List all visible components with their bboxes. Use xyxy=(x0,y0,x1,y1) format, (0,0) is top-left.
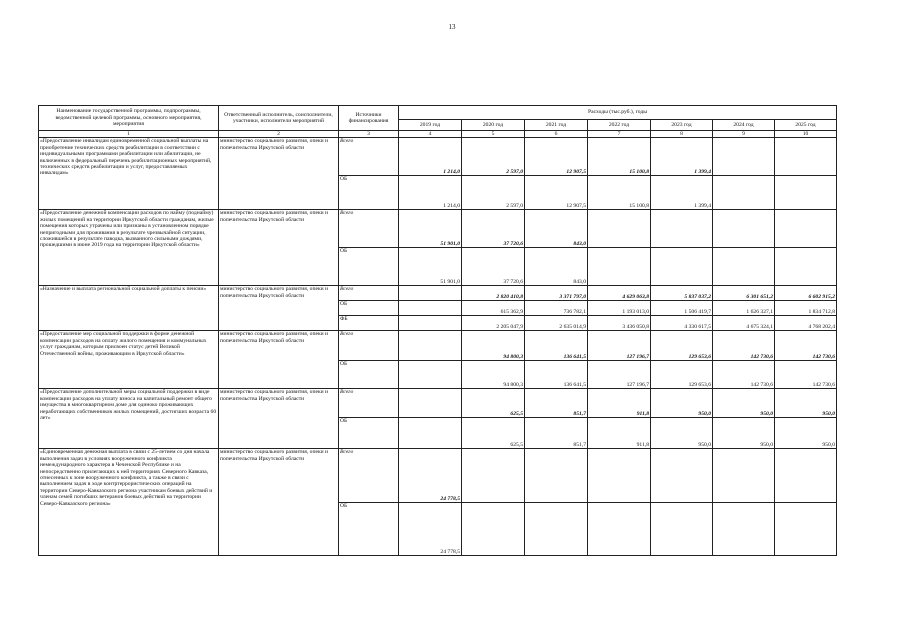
measure-name: «Назначение и выплата региональной социальной доплаты к пенсии» xyxy=(39,286,219,331)
amount-cell: 911,8 xyxy=(588,389,651,418)
source-label: Всего xyxy=(339,331,399,361)
column-number: 8 xyxy=(651,131,713,138)
amount-cell xyxy=(713,176,775,210)
amount-cell xyxy=(462,449,525,503)
amount-cell: 950,0 xyxy=(713,418,775,449)
amount-cell: 142 730,6 xyxy=(775,361,837,389)
source-label: ОБ xyxy=(339,301,399,316)
amount-cell: 37 720,6 xyxy=(462,248,525,286)
amount-cell: 911,8 xyxy=(588,418,651,449)
amount-cell: 2 205 047,9 xyxy=(462,316,525,331)
amount-cell xyxy=(713,210,775,248)
amount-cell: 615 362,9 xyxy=(462,301,525,316)
page-number: 13 xyxy=(448,23,456,31)
amount-cell: 127 196,7 xyxy=(588,331,651,361)
amount-cell: 136 641,5 xyxy=(525,361,588,389)
amount-cell: 4 330 617,5 xyxy=(651,316,713,331)
amount-cell xyxy=(713,503,775,556)
header-year: 2025 год xyxy=(775,120,837,131)
amount-cell: 1 399,4 xyxy=(651,138,713,176)
amount-cell xyxy=(399,316,462,331)
amount-cell xyxy=(399,361,462,389)
amount-cell xyxy=(399,301,462,316)
amount-cell: 625,5 xyxy=(462,418,525,449)
column-number: 9 xyxy=(713,131,775,138)
table-row xyxy=(39,286,837,301)
amount-cell: 950,0 xyxy=(713,389,775,418)
header-source: Источники финансирования xyxy=(339,106,399,131)
column-number: 7 xyxy=(588,131,651,138)
amount-cell: 5 837 037,2 xyxy=(651,286,713,301)
header-year: 2019 год xyxy=(399,120,462,131)
amount-cell xyxy=(525,503,588,556)
measure-name: «Предоставление мер социальной поддержки в форме денежной компенсации расходов на оплату жилого помещения и коммунальных услуг гражданам, которым присвоен статус детей Великой Отечественной войны, проживающим в Иркутской области» xyxy=(39,331,219,389)
source-label: Всего xyxy=(339,210,399,248)
amount-cell xyxy=(713,138,775,176)
table-row xyxy=(39,138,837,176)
amount-cell: 127 196,7 xyxy=(588,361,651,389)
amount-cell: 15 100,8 xyxy=(588,176,651,210)
amount-cell: 15 100,8 xyxy=(588,138,651,176)
amount-cell: 136 641,5 xyxy=(525,331,588,361)
source-label: ОБ xyxy=(339,361,399,389)
amount-cell: 51 901,0 xyxy=(399,248,462,286)
amount-cell: 851,7 xyxy=(525,389,588,418)
amount-cell: 51 901,0 xyxy=(399,210,462,248)
source-label: ОБ xyxy=(339,248,399,286)
column-number: 4 xyxy=(399,131,462,138)
column-number: 10 xyxy=(775,131,837,138)
amount-cell xyxy=(588,503,651,556)
amount-cell: 1 506 419,7 xyxy=(651,301,713,316)
amount-cell xyxy=(713,248,775,286)
amount-cell: 950,0 xyxy=(651,418,713,449)
table-row xyxy=(39,331,837,361)
amount-cell: 6 301 651,2 xyxy=(713,286,775,301)
amount-cell: 950,0 xyxy=(651,389,713,418)
amount-cell xyxy=(651,248,713,286)
amount-cell: 94 800,3 xyxy=(462,361,525,389)
measure-name: «Предоставление денежной компенсации расходов по найму (поднайму) жилых помещений на территории Иркутской области гражданам, жилые помещения которых утрачены или признаны в установленном порядке непригодными для проживания в результате чрезвычайной ситуации, сложившейся в результате паводка, вызванного сильными дождями, прошедшими в июне 2019 года на территории Иркутской области» xyxy=(39,210,219,286)
amount-cell: 3 371 797,0 xyxy=(525,286,588,301)
amount-cell xyxy=(775,176,837,210)
amount-cell: 24 778,5 xyxy=(399,449,462,503)
header-name: Наименование государственной программы, подпрограммы, ведомственной целевой программы, основного мероприятия, мероприятия xyxy=(39,106,219,131)
amount-cell: 950,0 xyxy=(775,418,837,449)
amount-cell xyxy=(775,503,837,556)
amount-cell: 4 675 324,1 xyxy=(713,316,775,331)
header-year: 2021 год xyxy=(525,120,588,131)
source-label: ОБ xyxy=(339,418,399,449)
header-year: 2020 год xyxy=(462,120,525,131)
amount-cell: 4 768 202,4 xyxy=(775,316,837,331)
amount-cell: 1 193 013,0 xyxy=(588,301,651,316)
amount-cell: 6 602 915,2 xyxy=(775,286,837,301)
column-number: 3 xyxy=(339,131,399,138)
column-number: 1 xyxy=(39,131,219,138)
source-label: Всего xyxy=(339,389,399,418)
table-row xyxy=(39,210,837,248)
amount-cell: 129 653,6 xyxy=(651,331,713,361)
amount-cell xyxy=(525,449,588,503)
column-number: 2 xyxy=(219,131,339,138)
source-label: Всего xyxy=(339,286,399,301)
amount-cell: 2 635 014,9 xyxy=(525,316,588,331)
measure-name: «Единовременная денежная выплата в связи с 25-летием со дня начала выполнения задач в условиях вооруженного конфликта немеждународного характера в Чеченской Республике и на непосредственно прилегающих к ней территориях Северного Кавказа, отнесенных к зоне вооруженного конфликта, а также в связи с выполнением задач в ходе контртеррористических операций на территории Северо-Кавказского региона участникам боевых действий и членам семей погибших ветеранов боевых действий на территории Северо-Кавказского региона» xyxy=(39,449,219,556)
amount-cell: 1 626 327,1 xyxy=(713,301,775,316)
measure-executor: министерство социального развития, опеки и попечительства Иркутской области xyxy=(219,331,339,389)
amount-cell: 129 653,6 xyxy=(651,361,713,389)
amount-cell: 1 399,4 xyxy=(651,176,713,210)
amount-cell: 851,7 xyxy=(525,418,588,449)
amount-cell xyxy=(399,286,462,301)
amount-cell: 142 730,6 xyxy=(713,331,775,361)
measure-executor: министерство социального развития, опеки и попечительства Иркутской области xyxy=(219,389,339,449)
amount-cell: 736 782,1 xyxy=(525,301,588,316)
source-label: ОБ xyxy=(339,176,399,210)
amount-cell: 1 834 712,8 xyxy=(775,301,837,316)
measure-name: «Предоставление дополнительной меры социальной поддержки в виде компенсации расходов на уплату взноса на капитальный ремонт общего имущества в многоквартирном доме для одиноко проживающих неработающих собственников жилых помещений, достигших возраста 60 лет» xyxy=(39,389,219,449)
header-year: 2022 год xyxy=(588,120,651,131)
amount-cell xyxy=(713,449,775,503)
header-year: 2023 год xyxy=(651,120,713,131)
amount-cell xyxy=(399,389,462,418)
header-expenses: Расходы (тыс.руб.), годы xyxy=(399,106,837,120)
amount-cell: 843,0 xyxy=(525,210,588,248)
measure-executor: министерство социального развития, опеки и попечительства Иркутской области xyxy=(219,138,339,210)
amount-cell xyxy=(775,449,837,503)
measure-name: «Предоставление инвалидам единовременной социальной выплаты на приобретение технических средств реабилитации в соответствии с индивидуальными программами реабилитации или абилитации, не включенных в федеральный перечень реабилитационных мероприятий, технических средств реабилитации и услуг, предоставляемых инвалидам» xyxy=(39,138,219,210)
amount-cell xyxy=(462,503,525,556)
amount-cell xyxy=(775,210,837,248)
amount-cell: 1 214,0 xyxy=(399,138,462,176)
measure-executor: министерство социального развития, опеки и попечительства Иркутской области xyxy=(219,449,339,556)
amount-cell: 12 907,5 xyxy=(525,138,588,176)
amount-cell: 142 730,6 xyxy=(775,331,837,361)
source-label: Всего xyxy=(339,449,399,503)
table-row xyxy=(39,389,837,418)
column-number: 5 xyxy=(462,131,525,138)
amount-cell xyxy=(651,449,713,503)
amount-cell: 37 720,6 xyxy=(462,210,525,248)
amount-cell xyxy=(588,449,651,503)
amount-cell xyxy=(588,210,651,248)
table-row xyxy=(39,449,837,503)
amount-cell: 24 778,5 xyxy=(399,503,462,556)
amount-cell xyxy=(399,331,462,361)
amount-cell: 94 800,3 xyxy=(462,331,525,361)
amount-cell: 1 214,0 xyxy=(399,176,462,210)
header-year: 2024 год xyxy=(713,120,775,131)
amount-cell: 625,5 xyxy=(462,389,525,418)
amount-cell xyxy=(588,248,651,286)
amount-cell: 3 436 050,8 xyxy=(588,316,651,331)
amount-cell: 843,0 xyxy=(525,248,588,286)
source-label: ФБ xyxy=(339,316,399,331)
amount-cell xyxy=(651,210,713,248)
column-number: 6 xyxy=(525,131,588,138)
amount-cell: 2 597,0 xyxy=(462,138,525,176)
measure-executor: министерство социального развития, опеки и попечительства Иркутской области xyxy=(219,286,339,331)
amount-cell: 950,0 xyxy=(775,389,837,418)
amount-cell: 4 629 063,8 xyxy=(588,286,651,301)
amount-cell xyxy=(775,138,837,176)
amount-cell: 12 907,5 xyxy=(525,176,588,210)
measure-executor: министерство социального развития, опеки и попечительства Иркутской области xyxy=(219,210,339,286)
amount-cell: 2 597,0 xyxy=(462,176,525,210)
amount-cell xyxy=(399,418,462,449)
source-label: Всего xyxy=(339,138,399,176)
amount-cell: 142 730,6 xyxy=(713,361,775,389)
amount-cell: 2 820 410,8 xyxy=(462,286,525,301)
amount-cell xyxy=(775,248,837,286)
source-label: ОБ xyxy=(339,503,399,556)
amount-cell xyxy=(651,503,713,556)
budget-table xyxy=(38,105,837,556)
header-executor: Ответственный исполнитель, соисполнители, участники, исполнители мероприятий xyxy=(219,106,339,131)
